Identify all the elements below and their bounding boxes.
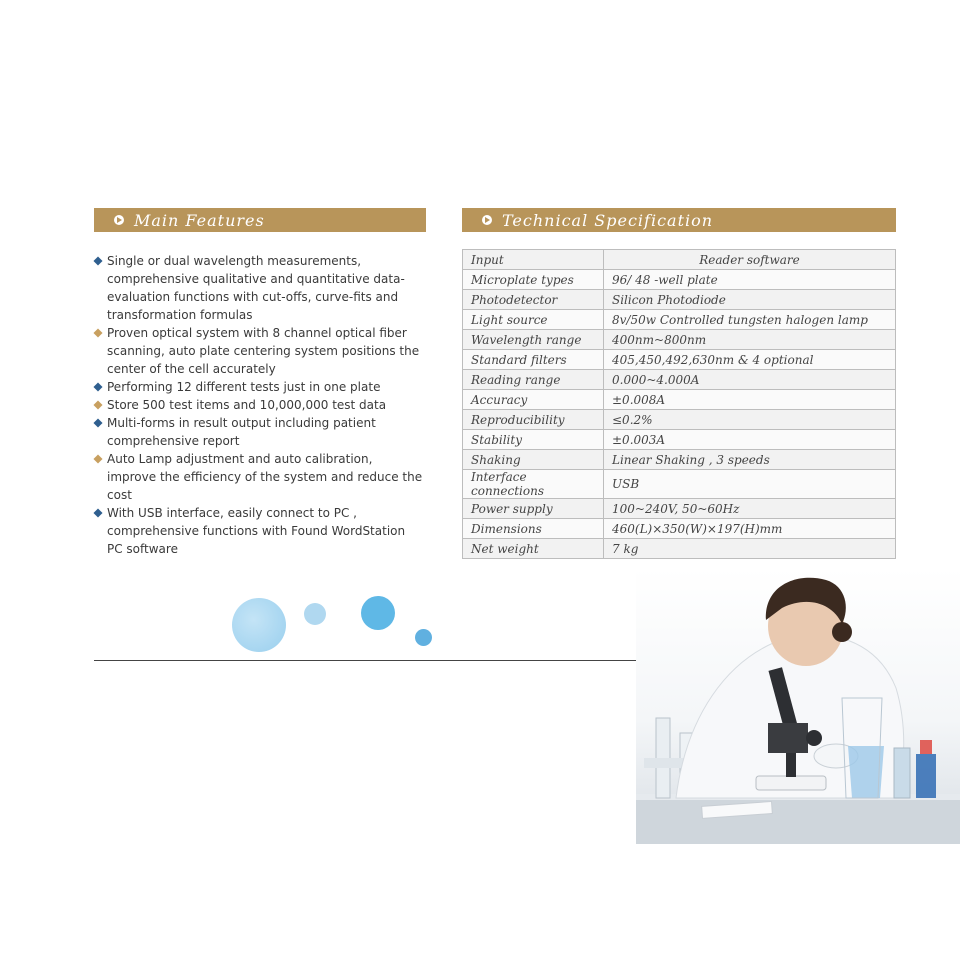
table-row: Accuracy ±0.008A [463, 390, 896, 410]
decorative-circle [232, 598, 286, 652]
decorative-circle [304, 603, 326, 625]
feature-item: With USB interface, easily connect to PC , comprehensive functions with Found WordStation PC software [94, 504, 424, 558]
main-features-title: Main Features [134, 210, 265, 230]
table-row: Microplate types 96/ 48 -well plate [463, 270, 896, 290]
table-row: Interface connections USB [463, 470, 896, 499]
table-row: Reading range 0.000~4.000A [463, 370, 896, 390]
table-row: Dimensions 460(L)×350(W)×197(H)mm [463, 519, 896, 539]
diamond-bullet-icon [93, 454, 102, 463]
decorative-circle [415, 629, 432, 646]
feature-item: Auto Lamp adjustment and auto calibration, improve the efficiency of the system and reduce the cost [94, 450, 424, 504]
technical-specification-title: Technical Specification [502, 210, 714, 230]
main-features-header [94, 208, 426, 232]
feature-item: Single or dual wavelength measurements, comprehensive qualitative and quantitative data-evaluation functions with cut-offs, curve-fits and transformation formulas [94, 252, 424, 324]
arrow-circle-icon [482, 215, 492, 225]
specification-table [462, 249, 896, 559]
table-row: Net weight 7 kg [463, 539, 896, 559]
diamond-bullet-icon [93, 382, 102, 391]
lab-scientist-microscope-photo [636, 568, 960, 844]
diamond-bullet-icon [93, 328, 102, 337]
divider-line [94, 660, 642, 661]
arrow-circle-icon [114, 215, 124, 225]
table-row: Photodetector Silicon Photodiode [463, 290, 896, 310]
lab-scientist-illustration [636, 568, 960, 844]
feature-item: Multi-forms in result output including patient comprehensive report [94, 414, 424, 450]
diamond-bullet-icon [93, 256, 102, 265]
table-row: Reproducibility ≤0.2% [463, 410, 896, 430]
diamond-bullet-icon [93, 418, 102, 427]
feature-item: Performing 12 different tests just in one plate [94, 378, 424, 396]
table-row: Stability ±0.003A [463, 430, 896, 450]
table-row: Light source 8v/50w Controlled tungsten halogen lamp [463, 310, 896, 330]
table-row: Input Reader software [463, 250, 896, 270]
decorative-circle [361, 596, 395, 630]
diamond-bullet-icon [93, 508, 102, 517]
table-row: Shaking Linear Shaking , 3 speeds [463, 450, 896, 470]
technical-specification-header [462, 208, 896, 232]
table-row: Wavelength range 400nm~800nm [463, 330, 896, 350]
diamond-bullet-icon [93, 400, 102, 409]
feature-item: Proven optical system with 8 channel optical fiber scanning, auto plate centering system positions the center of the cell accurately [94, 324, 424, 378]
main-features-list [94, 252, 424, 558]
feature-item: Store 500 test items and 10,000,000 test data [94, 396, 424, 414]
table-row: Standard filters 405,450,492,630nm & 4 optional [463, 350, 896, 370]
table-row: Power supply 100~240V, 50~60Hz [463, 499, 896, 519]
